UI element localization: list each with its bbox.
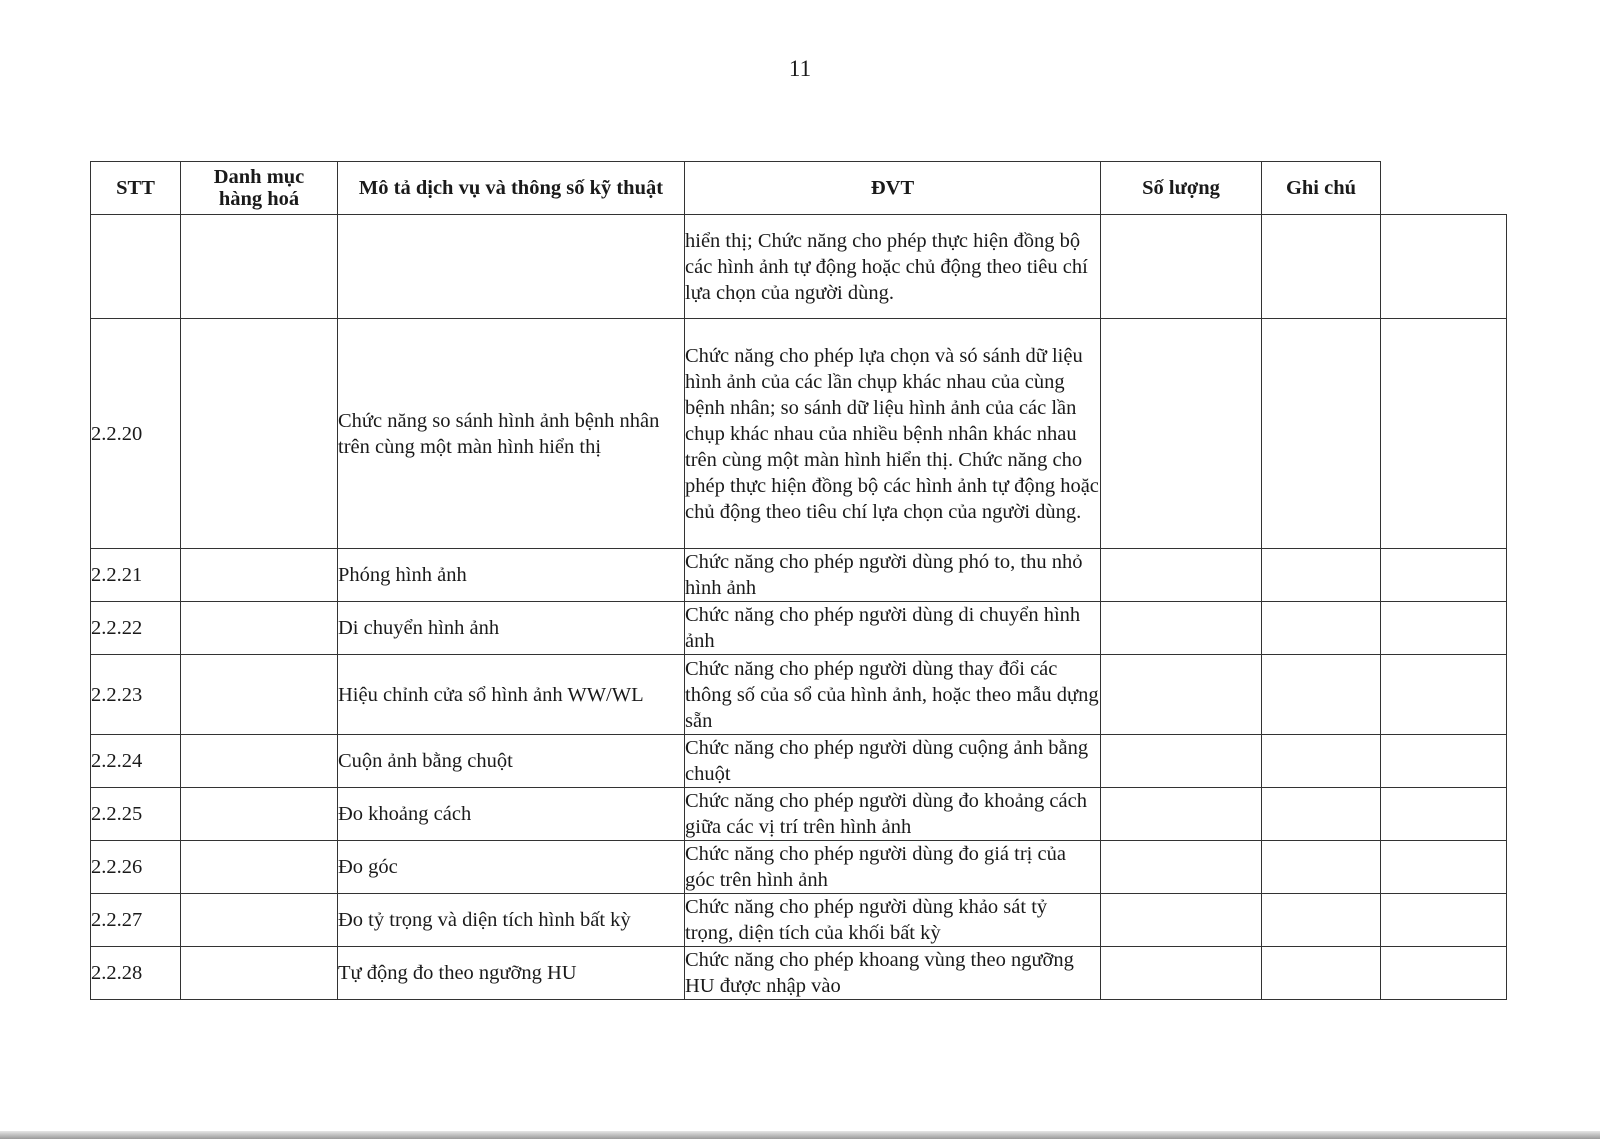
row-category [181,788,338,841]
table-row [91,894,1507,947]
row-category [181,947,338,1000]
row-unit [1101,841,1262,894]
row-category [181,602,338,655]
row-name: Đo khoảng cách [338,788,685,841]
table-row [91,655,1507,735]
row-note [1381,319,1507,549]
table-row [91,215,1507,319]
row-note [1381,735,1507,788]
row-category [181,655,338,735]
row-description: Chức năng cho phép người dùng di chuyển hình ảnh [685,602,1101,655]
row-name: Hiệu chỉnh cửa sổ hình ảnh WW/WL [338,655,685,735]
row-stt: 2.2.21 [91,549,181,602]
row-description: Chức năng cho phép người dùng đo khoảng cách giữa các vị trí trên hình ảnh [685,788,1101,841]
table-header-row [91,162,1507,215]
row-description: Chức năng cho phép người dùng cuộng ảnh bằng chuột [685,735,1101,788]
row-description: Chức năng cho phép khoang vùng theo ngưỡng HU được nhập vào [685,947,1101,1000]
table-row [91,602,1507,655]
row-name: Đo tỷ trọng và diện tích hình bất kỳ [338,894,685,947]
row-stt: 2.2.20 [91,319,181,549]
row-unit [1101,602,1262,655]
row-note [1381,841,1507,894]
row-category [181,319,338,549]
header-quantity: Số lượng [1101,162,1262,215]
row-description: hiển thị; Chức năng cho phép thực hiện đồng bộ các hình ảnh tự động hoặc chủ động theo tiêu chí lựa chọn của người dùng. [685,215,1101,319]
row-note [1381,894,1507,947]
row-category [181,215,338,319]
row-description: Chức năng cho phép người dùng thay đổi các thông số của sổ của hình ảnh, hoặc theo mẫu dựng sẵn [685,655,1101,735]
row-quantity [1262,947,1381,1000]
row-quantity [1262,602,1381,655]
row-stt: 2.2.24 [91,735,181,788]
row-unit [1101,894,1262,947]
row-quantity [1262,788,1381,841]
row-unit [1101,788,1262,841]
row-name: Di chuyển hình ảnh [338,602,685,655]
row-name: Đo góc [338,841,685,894]
row-note [1381,549,1507,602]
row-unit [1101,319,1262,549]
row-category [181,549,338,602]
row-description: Chức năng cho phép người dùng khảo sát tỷ trọng, diện tích của khối bất kỳ [685,894,1101,947]
row-note [1381,655,1507,735]
table-row [91,841,1507,894]
row-stt: 2.2.26 [91,841,181,894]
row-note [1381,602,1507,655]
header-unit: ĐVT [685,162,1101,215]
row-quantity [1262,841,1381,894]
row-stt: 2.2.22 [91,602,181,655]
header-stt: STT [91,162,181,215]
header-description: Mô tả dịch vụ và thông số kỹ thuật [338,162,685,215]
row-stt: 2.2.25 [91,788,181,841]
row-note [1381,215,1507,319]
row-category [181,735,338,788]
row-name: Phóng hình ảnh [338,549,685,602]
row-unit [1101,549,1262,602]
header-category [181,162,338,215]
header-note: Ghi chú [1262,162,1381,215]
row-stt: 2.2.27 [91,894,181,947]
table-row [91,549,1507,602]
row-name: Cuộn ảnh bằng chuột [338,735,685,788]
page-number: 11 [788,56,812,81]
row-quantity [1262,894,1381,947]
row-quantity [1262,549,1381,602]
row-description: Chức năng cho phép lựa chọn và só sánh dữ liệu hình ảnh của các lần chụp khác nhau của cùng bệnh nhân; so sánh dữ liệu hình ảnh của các lần chụp khác nhau của nhiều bệnh nhân khác nhau trên cùng một màn hình hiển thị. Chức năng cho phép thực hiện đồng bộ các hình ảnh tự động hoặc chủ động theo tiêu chí lựa chọn của người dùng. [685,319,1101,549]
row-description: Chức năng cho phép người dùng đo giá trị của góc trên hình ảnh [685,841,1101,894]
page-bottom-edge [0,1131,1600,1139]
row-stt [91,215,181,319]
row-unit [1101,735,1262,788]
row-name: Chức năng so sánh hình ảnh bệnh nhân trên cùng một màn hình hiển thị [338,319,685,549]
row-quantity [1262,735,1381,788]
row-quantity [1262,215,1381,319]
table-row [91,735,1507,788]
row-unit [1101,215,1262,319]
row-quantity [1262,655,1381,735]
row-quantity [1262,319,1381,549]
table-row [91,319,1507,549]
row-note [1381,788,1507,841]
header-category-line2: hàng hoá [218,188,300,210]
table-row [91,947,1507,1000]
row-note [1381,947,1507,1000]
row-category [181,841,338,894]
specification-table [90,161,1507,1000]
row-name: Tự động đo theo ngưỡng HU [338,947,685,1000]
row-unit [1101,655,1262,735]
table-row [91,788,1507,841]
row-unit [1101,947,1262,1000]
row-stt: 2.2.23 [91,655,181,735]
row-description: Chức năng cho phép người dùng phó to, thu nhỏ hình ảnh [685,549,1101,602]
row-name [338,215,685,319]
row-category [181,894,338,947]
row-stt: 2.2.28 [91,947,181,1000]
header-category-line1: Danh mục [213,166,305,188]
